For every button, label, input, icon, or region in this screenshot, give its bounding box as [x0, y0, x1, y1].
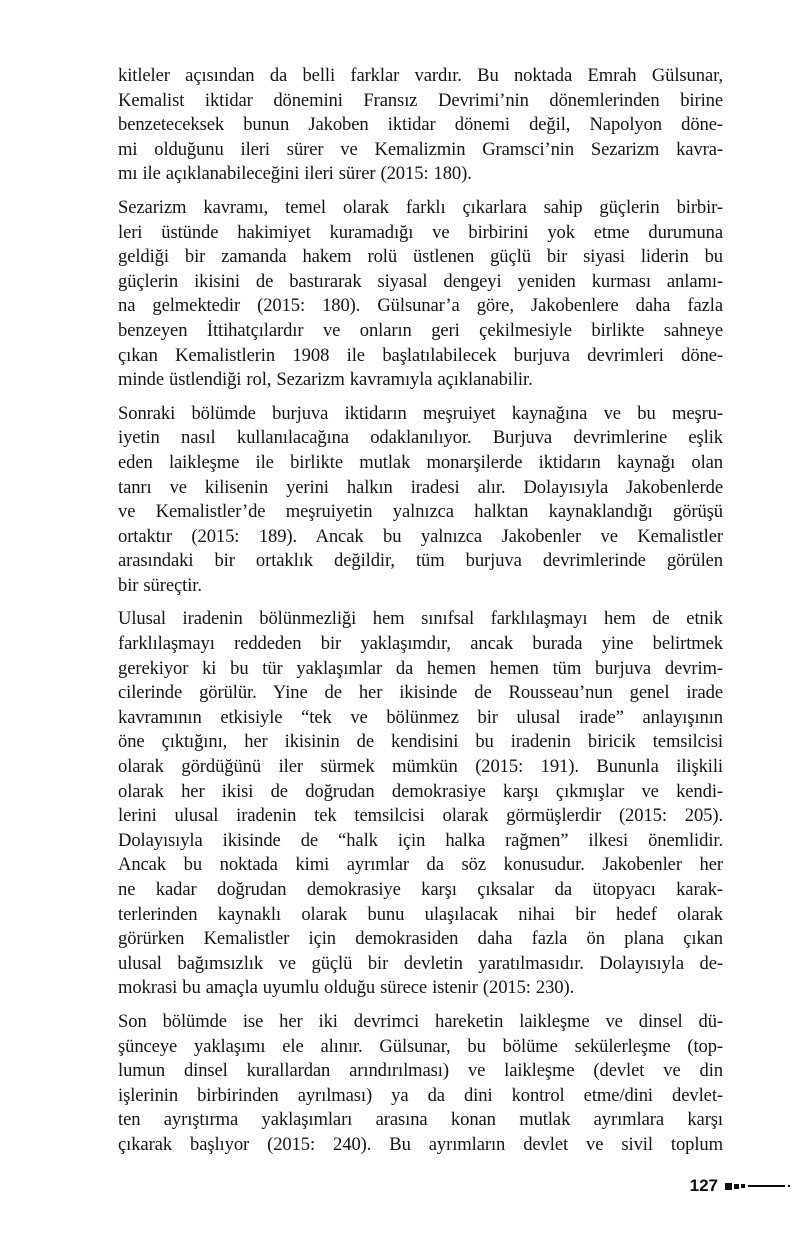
text-line: lerini ulusal iradenin tek temsilcisi olarak görmüşlerdir (2015: 205). [118, 805, 723, 827]
text-line: cilerinde görülür. Yine de her ikisinde de Rousseau’nun genel irade [118, 682, 723, 704]
paragraph [118, 1010, 723, 1158]
text-line: leri üstünde hakimiyet kuramadığı ve birbirini yok etme durumuna [118, 221, 723, 243]
text-line: ve Kemalistler’de meşruiyetin yalnızca halktan kaynaklandığı görüşü [118, 501, 723, 523]
paragraph [118, 607, 723, 1001]
footer-ornament [725, 1183, 790, 1190]
text-line: öne çıktığını, her ikisinin de kendisini bu iradenin biricik temsilcisi [118, 731, 723, 753]
text-line: tanrı ve kilisenin yerini halkın iradesi alır. Dolayısıyla Jakobenlerde [118, 476, 723, 498]
text-line: şünceye yaklaşımı ele alınır. Gülsunar, bu bölüme sekülerleşme (top- [118, 1035, 723, 1057]
text-line: Sezarizm kavramı, temel olarak farklı çıkarlara sahip güçlerin birbir- [118, 196, 723, 218]
text-line: görürken Kemalistler için demokrasiden daha fazla ön plana çıkan [118, 928, 723, 950]
text-line: ne kadar doğrudan demokrasiye karşı çıksalar da ütopyacı karak- [118, 879, 723, 900]
text-line: benzeyen İttihatçılardır ve onların geri çekilmesiyle birlikte sahneye [118, 319, 723, 341]
text-line: kavramının etkisiyle “tek ve bölünmez bir ulusal irade” anlayışının [118, 706, 723, 728]
text-line: iyetin nasıl kullanılacağına odaklanılıyor. Burjuva devrimlerine eşlik [118, 427, 723, 449]
paragraph [118, 64, 723, 187]
text-line: güçlerin ikisini de bastırarak siyasal dengeyi yeniden kurması anlamı- [118, 270, 723, 292]
text-line: ulusal bağımsızlık ve güçlü bir devletin yaratılmasıdır. Dolayısıyla de- [118, 952, 723, 974]
text-line: Sonraki bölümde burjuva iktidarın meşruiyet kaynağına ve bu meşru- [118, 402, 723, 424]
text-line: Dolayısıyla ikisinde de “halk için halka rağmen” ilkesi önemlidir. [118, 829, 723, 851]
text-line: lumun dinsel kurallardan arındırılması) ve laikleşme (devlet ve din [118, 1060, 723, 1082]
text-line: çıkarak başlıyor (2015: 240). Bu ayrımların devlet ve sivil toplum [118, 1133, 723, 1155]
text-line: ortaktır (2015: 189). Ancak bu yalnızca Jakobenler ve Kemalistler [118, 525, 723, 547]
text-line: farklılaşmayı reddeden bir yaklaşımdır, ancak burada yine belirtmek [118, 633, 723, 655]
text-line: geldiği bir zamanda hakem rolü üstlenen güçlü bir siyasi liderin bu [118, 246, 723, 268]
page-footer [690, 1176, 790, 1196]
page-text [118, 64, 723, 1167]
ornament-square-small-icon [741, 1184, 745, 1188]
text-line: eden laikleşme ile birlikte mutlak monarşilerde iktidarın kaynağı olan [118, 451, 723, 473]
text-line: gerekiyor ki bu tür yaklaşımlar da hemen hemen tüm burjuva devrim- [118, 657, 723, 679]
text-line: benzeteceksek bunun Jakoben iktidar dönemi değil, Napolyon döne- [118, 114, 723, 136]
text-line: çıkan Kemalistlerin 1908 ile başlatılabilecek burjuva devrimleri döne- [118, 344, 723, 366]
text-line: arasındaki bir ortaklık değildir, tüm burjuva devrimlerinde görülen [118, 550, 723, 572]
ornament-rule [748, 1185, 785, 1188]
text-line: Son bölümde ise her iki devrimci hareketin laikleşme ve dinsel dü- [118, 1010, 723, 1032]
text-line: Ulusal iradenin bölünmezliği hem sınıfsal farklılaşmayı hem de etnik [118, 608, 723, 630]
paragraph [118, 402, 723, 599]
text-line: işlerinin birbirinden ayrılması) ya da dini kontrol etme/dini devlet- [118, 1084, 723, 1106]
ornament-square-medium-icon [734, 1184, 739, 1189]
text-line: Kemalist iktidar dönemini Fransız Devrimi’nin dönemlerinden birine [118, 89, 723, 111]
text-line: Ancak bu noktada kimi ayrımlar da söz konusudur. Jakobenler her [118, 854, 723, 876]
paragraph [118, 196, 723, 393]
text-line: mi olduğunu ileri sürer ve Kemalizmin Gramsci’nin Sezarizm kavra- [118, 138, 723, 160]
text-line: terlerinden kaynaklı olarak bunu ulaşılacak nihai bir hedef olarak [118, 903, 723, 925]
text-line: ten ayrıştırma yaklaşımları arasına konan mutlak ayrımlara karşı [118, 1109, 723, 1131]
text-line: olarak gördüğünü iler sürmek mümkün (2015: 191). Bununla ilişkili [118, 756, 723, 778]
text-line: bir süreçtir. [118, 574, 202, 596]
ornament-end-dot-icon [788, 1185, 790, 1187]
text-line: mı ile açıklanabileceğini ileri sürer (2015: 180). [118, 163, 472, 185]
text-line: na gelmektedir (2015: 180). Gülsunar’a göre, Jakobenlere daha fazla [118, 295, 723, 317]
page-number: 127 [689, 1176, 718, 1195]
text-line: kitleler açısından da belli farklar vardır. Bu noktada Emrah Gülsunar, [118, 65, 723, 86]
text-line: olarak her ikisi de doğrudan demokrasiye karşı çıkmışlar ve kendi- [118, 780, 723, 802]
ornament-square-large-icon [725, 1183, 732, 1190]
text-line: mokrasi bu amaçla uyumlu olduğu sürece istenir (2015: 230). [118, 977, 575, 999]
text-line: minde üstlendiği rol, Sezarizm kavramıyla açıklanabilir. [118, 369, 533, 391]
